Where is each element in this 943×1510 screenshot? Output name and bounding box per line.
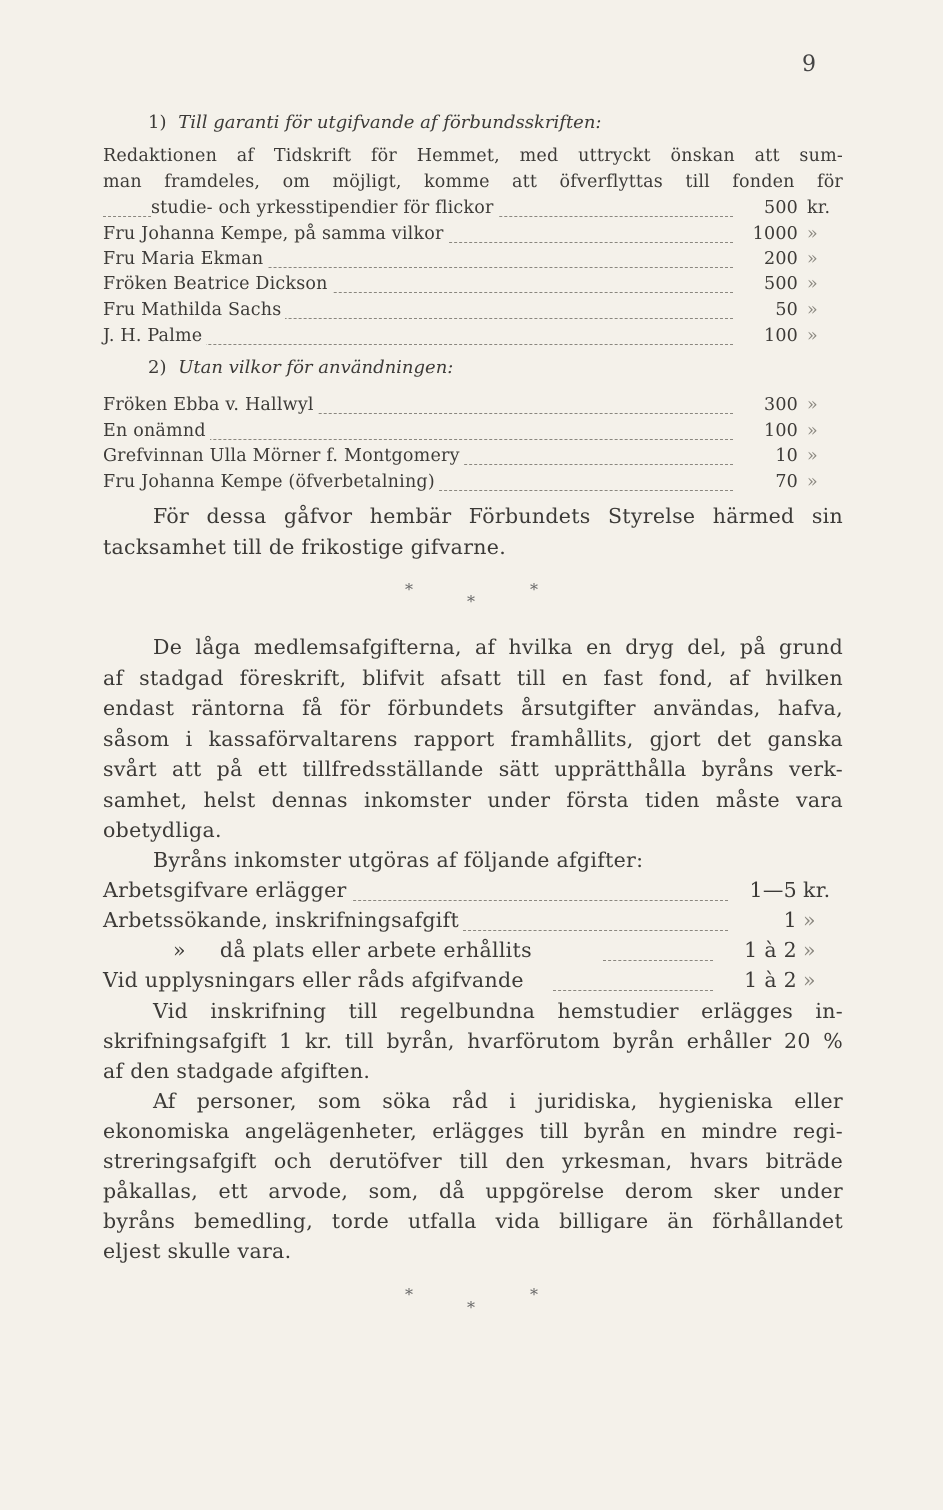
section1-intro-line-2: man framdeles, om möjligt, komme att öfverflyttas till fonden för (103, 172, 843, 192)
donor-name: Fru Johanna Kempe (öfverbetalning) (103, 472, 439, 492)
fee-row (103, 908, 843, 938)
para3-line: byråns bemedling, torde utfalla vida billigare än förhållandet (103, 1209, 843, 1233)
donation-amount: 200 (763, 249, 798, 269)
fee-name: Arbetsgifvare erlägger (103, 878, 351, 902)
donation-unit: » (807, 326, 818, 346)
fee-row (103, 968, 843, 998)
donor-name: Fru Maria Ekman (103, 249, 267, 269)
fee-amount: 1—5 (749, 878, 797, 902)
section1-intro-line-1: Redaktionen af Tidskrift för Hemmet, med uttryckt önskan att sum- (103, 146, 843, 166)
donation-amount: 100 (763, 421, 798, 441)
para1-line: samhet, helst dennas inkomster under första tiden måste vara (103, 788, 843, 812)
donation-amount: 500 (763, 198, 798, 218)
section2-heading (148, 357, 453, 378)
donation-entry (103, 421, 843, 447)
donation-entry (103, 198, 843, 224)
para2-line: Vid inskrifning till regelbundna hemstudier erlägges in- (153, 999, 843, 1023)
para3-line: ekonomiska angelägenheter, erlägges till byrån en mindre regi- (103, 1119, 843, 1143)
separator-star: * (405, 1285, 413, 1304)
section1-title: Till garanti för utgifvande af förbundsskriften: (178, 112, 602, 133)
para1-line: endast räntorna få för förbundets årsutgifter användas, hafva, (103, 696, 843, 720)
fee-row (103, 938, 843, 968)
para1-line: De låga medlemsafgifterna, af hvilka en dryg del, på grund (153, 635, 843, 659)
donor-name: Grefvinnan Ulla Mörner f. Montgomery (103, 446, 464, 466)
fee-name: » då plats eller arbete erhållits (173, 938, 536, 962)
donation-unit: » (807, 274, 818, 294)
fee-unit: » (803, 968, 816, 992)
donation-entry (103, 326, 843, 352)
para2-line: skrifningsafgift 1 kr. till byrån, hvarförutom byrån erhåller 20 % (103, 1029, 843, 1053)
para3-line: påkallas, ett arvode, som, då uppgörelse derom sker under (103, 1179, 843, 1203)
separator-star: * (467, 1298, 475, 1317)
fee-amount: 1 à 2 (744, 938, 797, 962)
donation-unit: » (807, 224, 818, 244)
donor-name: J. H. Palme (103, 326, 206, 346)
separator-star: * (467, 592, 475, 611)
section2-number: 2) (148, 357, 167, 378)
separator-star: * (530, 580, 538, 599)
donation-entry (103, 224, 843, 250)
donor-name: Fru Mathilda Sachs (103, 300, 285, 320)
donation-unit: » (807, 472, 818, 492)
section2-title: Utan vilkor för användningen: (178, 357, 454, 378)
fees-intro: Byråns inkomster utgöras af följande afgifter: (153, 848, 644, 872)
donor-name: Fröken Ebba v. Hallwyl (103, 395, 318, 415)
donation-unit: » (807, 300, 818, 320)
donation-amount: 1000 (752, 224, 798, 244)
donation-entry (103, 472, 843, 498)
para1-line: af stadgad föreskrift, blifvit afsatt till en fast fond, af hvilken (103, 666, 843, 690)
para1-line: såsom i kassaförvaltarens rapport framhållits, gjort det ganska (103, 727, 843, 751)
donation-unit: » (807, 395, 818, 415)
separator-star: * (405, 580, 413, 599)
donation-unit: kr. (807, 198, 831, 218)
thanks-line-1: För dessa gåfvor hembär Förbundets Styrelse härmed sin (153, 504, 843, 528)
donation-amount: 500 (763, 274, 798, 294)
para3-last-line: eljest skulle vara. (103, 1239, 292, 1263)
fee-name: Arbetssökande, inskrifningsafgift (103, 908, 463, 932)
fee-amount: 1 (783, 908, 797, 932)
donation-amount: 300 (763, 395, 798, 415)
donation-entry (103, 446, 843, 472)
donation-entry (103, 395, 843, 421)
donation-amount: 50 (775, 300, 798, 320)
fee-unit: » (803, 908, 816, 932)
donor-name: studie- och yrkesstipendier för flickor (151, 198, 498, 218)
section1-heading (148, 112, 602, 133)
donation-entry (103, 249, 843, 275)
page-number: 9 (802, 52, 816, 77)
donation-amount: 70 (775, 472, 798, 492)
donor-name: En onämnd (103, 421, 210, 441)
section1-number: 1) (148, 112, 167, 133)
fee-name: Vid upplysningars eller råds afgifvande (103, 968, 528, 992)
donation-entry (103, 274, 843, 300)
para1-last-line: obetydliga. (103, 818, 222, 842)
donation-unit: » (807, 421, 818, 441)
thanks-line-2: tacksamhet till de frikostige gifvarne. (103, 535, 507, 559)
fee-unit: » (803, 938, 816, 962)
donation-entry (103, 300, 843, 326)
donation-unit: » (807, 249, 818, 269)
para3-line: Af personer, som söka råd i juridiska, hygieniska eller (153, 1089, 843, 1113)
para1-line: svårt att på ett tillfredsställande sätt upprätthålla byråns verk- (103, 757, 843, 781)
para2-last-line: af den stadgade afgiften. (103, 1059, 371, 1083)
separator-star: * (530, 1285, 538, 1304)
fee-amount: 1 à 2 (744, 968, 797, 992)
donor-name: Fröken Beatrice Dickson (103, 274, 332, 294)
para3-line: streringsafgift och derutöfver till den yrkesman, hvars biträde (103, 1149, 843, 1173)
donation-amount: 100 (763, 326, 798, 346)
fee-unit: kr. (803, 878, 831, 902)
donor-name: Fru Johanna Kempe, på samma vilkor (103, 224, 448, 244)
donation-amount: 10 (775, 446, 798, 466)
fee-row (103, 878, 843, 908)
donation-unit: » (807, 446, 818, 466)
